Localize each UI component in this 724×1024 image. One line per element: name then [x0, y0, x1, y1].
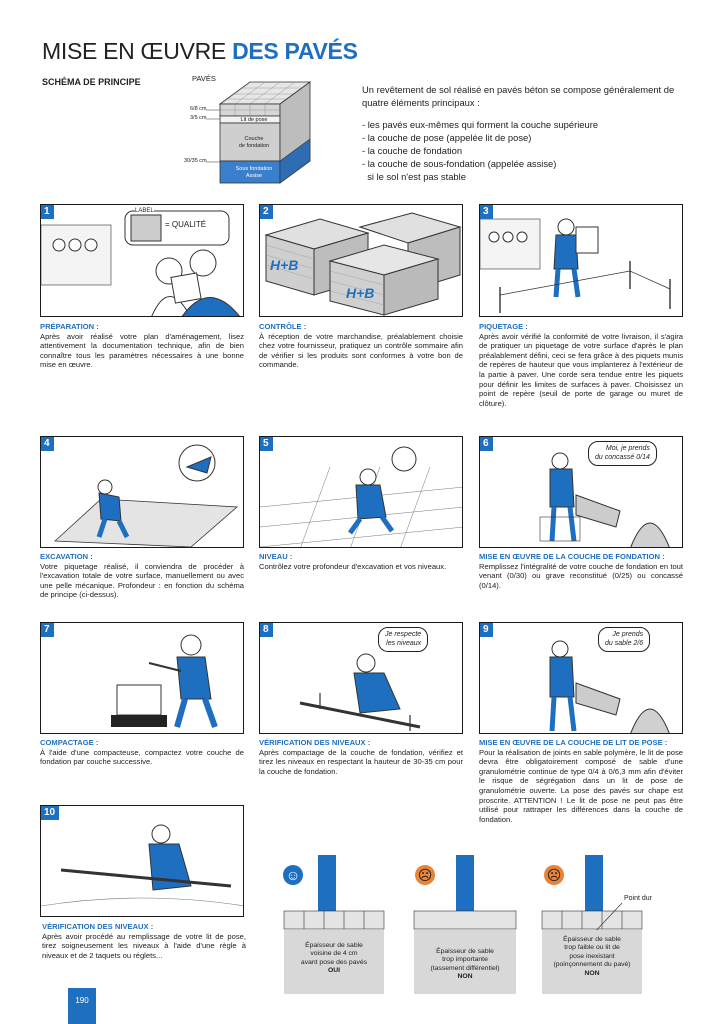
step-1-caption [40, 322, 244, 370]
compacting-illustration [41, 623, 244, 734]
intro-item: - la couche de fondation [362, 145, 463, 156]
comparison-caption-1 [284, 930, 384, 994]
level-check-illustration [260, 437, 463, 548]
step-9-panel [479, 622, 683, 734]
step-number: 9 [480, 623, 493, 637]
step-number: 1 [41, 205, 54, 219]
schema-dim-1: 6/8 cm [190, 106, 207, 112]
step-number: 6 [480, 437, 493, 451]
happy-face-icon: ☺ [283, 865, 303, 885]
sand-bed-illustration [480, 623, 683, 734]
final-level-illustration [41, 806, 244, 917]
staking-illustration [480, 205, 683, 317]
step-number: 3 [480, 205, 493, 219]
step-6-panel [479, 436, 683, 548]
schema-layer-fondation [226, 136, 282, 150]
sad-face-icon: ☹ [544, 865, 564, 885]
step-number: 8 [260, 623, 273, 637]
step-heading: NIVEAU : [259, 552, 293, 561]
step-heading: MISE EN ŒUVRE DE LA COUCHE DE FONDATION : [479, 552, 665, 561]
comp-line: Épaisseur de sable [563, 936, 621, 943]
reading-illustration [41, 205, 244, 317]
step-heading: PRÉPARATION : [40, 322, 99, 331]
step-heading: PIQUETAGE : [479, 322, 528, 331]
step-1-panel [40, 204, 244, 317]
excavation-illustration [41, 437, 244, 548]
intro-paragraph: Un revêtement de sol réalisé en pavés béton se compose généralement de quatre éléments principaux : [362, 84, 675, 108]
comp-line: (poinçonnement du pavé) [553, 961, 631, 969]
step-text: Pour la réalisation de joints en sable polymère, le lit de pose devra être obligatoirement composé de sable d'une granulométrie continue de type 0/4 à 0/6,3 mm afin d'éviter le risque de ségrégation dans un lit de pose de granulométrie ouverte. La pose des pavés sur chape est proscrite. ATTENTION ! Le lit de pose ne peut pas être utilisé pour rattraper les différences dans la couche de fondation. [479, 747, 683, 824]
comparison-caption-3 [542, 930, 642, 994]
comp-verdict: OUI [327, 967, 341, 975]
comp-line: Épaisseur de sable [436, 948, 494, 955]
schema-layer-fondation-2: de fondation [238, 143, 270, 149]
intro-item: si le sol n'est pas stable [362, 171, 466, 182]
step-heading: EXCAVATION : [40, 552, 93, 561]
step-8-caption [259, 738, 463, 776]
schema-layer-sous-2: Assise [245, 173, 263, 179]
bubble-line: les niveaux [386, 639, 422, 647]
bubble-line: Je respecte [385, 631, 422, 638]
bubble-line: du concassé 0/14 [595, 453, 650, 461]
comp-line: trop importante [442, 956, 488, 964]
page-title [42, 38, 358, 65]
intro-list [362, 118, 682, 183]
step-4-caption [40, 552, 244, 600]
step-5-panel [259, 436, 463, 548]
intro-item: - la couche de sous-fondation (appelée assise) [362, 158, 557, 169]
step-3-panel [479, 204, 683, 317]
comp-line: pose inexistant [569, 952, 615, 960]
label-box-text: LABEL [135, 208, 154, 214]
step-number: 10 [41, 806, 59, 820]
step-text: Après avoir vérifié la conformité de votre livraison, il s'agira de pratiquer un piquetage de votre surface d'après le plan préalablement défini, ceci se fera grâce à des piquets munis de repères de hauteur que vous implanterez à l'extérieur de la partie à paver. Une corde sera tendue entre les piquets pour définir les limites de surfaces à paver. Choisissez un point de repère (seuil de porte de garage ou muret de clôture). [479, 331, 683, 408]
step-heading: COMPACTAGE : [40, 738, 99, 747]
schema-layer-sous-1: Sous fondation [235, 166, 273, 172]
schema-paves-label: PAVÉS [192, 74, 216, 83]
brand-logo: H+B [270, 257, 299, 273]
step-heading: CONTRÔLE : [259, 322, 307, 331]
step-9-caption [479, 738, 683, 824]
step-text: À l'aide d'une compacteuse, compactez votre couche de fondation par couche successive. [40, 747, 244, 767]
speech-bubble [598, 627, 650, 652]
schema-layer-sous [226, 166, 282, 180]
step-text: Après avoir réalisé votre plan d'aménagement, lisez attentivement la documentation technique, afin de bien connaître tous les paramètres nécessaires à une bonne mise en œuvre. [40, 331, 244, 370]
speech-bubble [378, 627, 428, 652]
step-text: Après avoir procédé au remplissage de votre lit de pose, tirez soigneusement les niveaux à l'aide d'une règle à niveaux et de 2 taquets ou réglets... [42, 931, 246, 960]
comp-line: (tassement différentiel) [430, 964, 500, 972]
step-2-panel [259, 204, 463, 317]
comp-verdict: NON [457, 973, 473, 981]
label-quality-text: = QUALITÉ [165, 220, 207, 229]
intro-item: - les pavés eux-mêmes qui forment la couche supérieure [362, 119, 599, 130]
intro-item: - la couche de pose (appelée lit de pose) [362, 132, 532, 143]
step-4-panel [40, 436, 244, 548]
step-heading: MISE EN ŒUVRE DE LA COUCHE DE LIT DE POSE : [479, 738, 668, 747]
step-5-caption [259, 552, 463, 571]
step-6-caption [479, 552, 683, 590]
step-3-caption [479, 322, 683, 408]
bubble-line: Moi, je prends [605, 445, 650, 452]
level-verification-illustration [260, 623, 463, 734]
comp-verdict: NON [584, 969, 600, 977]
title-part-2: DES PAVÉS [232, 38, 358, 64]
comp-line: trop faible ou lit de [564, 944, 620, 952]
schema-heading: SCHÉMA DE PRINCIPE [42, 77, 141, 87]
step-text: Remplissez l'intégralité de votre couche de fondation en tout venant (0/30) ou grave reconstitué (0/25) ou concassé (0/14). [479, 561, 683, 590]
step-text: Après compactage de la couche de fondation, vérifiez et tirez les niveaux en respectant la hauteur de 30-35 cm pour la couche de fondation. [259, 747, 463, 776]
point-dur-label: Point dur [624, 895, 653, 902]
schema-layer-fondation-1: Couche [244, 136, 264, 142]
step-heading: VÉRIFICATION DES NIVEAUX : [259, 738, 371, 747]
speech-bubble [588, 441, 657, 466]
comp-line: avant pose des pavés [300, 958, 368, 966]
comparison-caption-2 [414, 930, 516, 994]
intro-text [362, 83, 682, 183]
schema-layer-lit: Lit de pose [240, 117, 268, 123]
step-heading: VÉRIFICATION DES NIVEAUX : [42, 922, 154, 931]
step-number: 4 [41, 437, 54, 451]
title-part-1: MISE EN ŒUVRE [42, 38, 233, 64]
comp-line: voisine de 4 cm [310, 950, 358, 958]
step-7-caption [40, 738, 244, 767]
step-2-caption [259, 322, 463, 370]
schema-dim-3: 30/35 cm [184, 158, 207, 164]
brand-logo: H+B [346, 285, 375, 301]
page-number: 190 [68, 988, 96, 1024]
step-text: À réception de votre marchandise, préalablement choisie chez votre fournisseur, pratiquez un contrôle sommaire afin de vérifier si les produits sont conformes à votre bon de commande. [259, 331, 463, 370]
bubble-line: Je prends [612, 631, 644, 638]
step-10-panel [40, 805, 244, 917]
step-10-caption [42, 922, 246, 960]
step-8-panel [259, 622, 463, 734]
comp-line: Épaisseur de sable [305, 942, 363, 949]
step-text: Contrôlez votre profondeur d'excavation et vos niveaux. [259, 561, 447, 571]
step-number: 2 [260, 205, 273, 219]
sad-face-icon: ☹ [415, 865, 435, 885]
bubble-line: du sable 2/6 [605, 639, 644, 647]
step-number: 5 [260, 437, 273, 451]
step-number: 7 [41, 623, 54, 637]
step-7-panel [40, 622, 244, 734]
schema-dim-2: 3/5 cm [190, 115, 207, 121]
step-text: Votre piquetage réalisé, il conviendra de procéder à l'excavation totale de votre surface, manuellement ou avec une pelle mécanique. Profondeur : en fonction du schéma de principe (ci-dessus). [40, 561, 244, 600]
